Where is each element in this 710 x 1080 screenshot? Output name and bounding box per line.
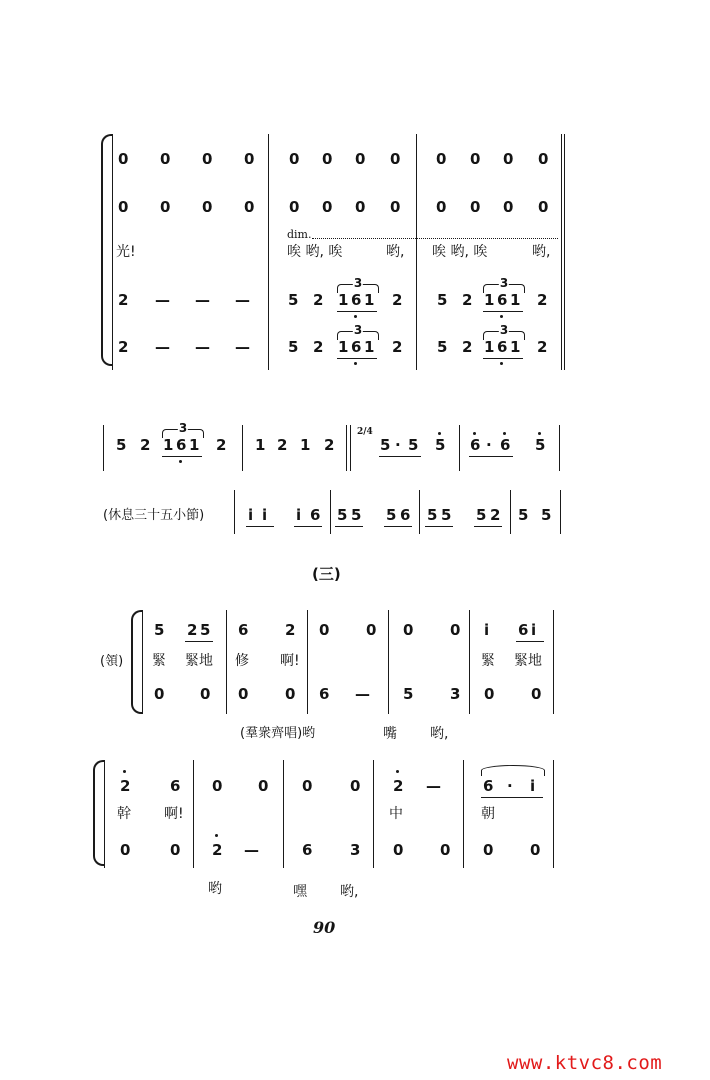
lyric: 幹 xyxy=(117,806,131,822)
upper-octave-dot xyxy=(438,432,441,435)
chorus-lyric: 嘴 xyxy=(383,726,397,742)
lower-octave-dot xyxy=(354,362,357,365)
triplet-bracket: 3 xyxy=(337,284,379,293)
lyric: 哟, xyxy=(532,244,551,260)
note: i xyxy=(531,621,537,639)
dynamic-marking: dim. xyxy=(287,228,312,241)
note: 0 xyxy=(160,198,171,216)
triplet-bracket: 3 xyxy=(162,429,204,438)
note: 2 xyxy=(118,291,129,309)
note: 0 xyxy=(393,841,404,859)
note: 0 xyxy=(244,150,255,168)
note: 6 xyxy=(518,621,529,639)
lower-octave-dot xyxy=(354,315,357,318)
dash: — xyxy=(235,338,250,356)
barline xyxy=(416,134,417,370)
note: 6 xyxy=(302,841,313,859)
lower-octave-dot xyxy=(179,460,182,463)
note: 6 xyxy=(500,436,511,454)
note: 1 xyxy=(338,291,349,309)
dash: — xyxy=(355,685,370,703)
note: 5 xyxy=(408,436,419,454)
note: i xyxy=(484,621,490,639)
time-signature: 2/4 xyxy=(357,427,373,437)
note: 6 xyxy=(497,338,508,356)
note: 0 xyxy=(483,841,494,859)
lyric: 光! xyxy=(116,244,136,260)
note: 0 xyxy=(319,621,330,639)
note: 1 xyxy=(255,436,266,454)
beam xyxy=(384,526,412,527)
note: 0 xyxy=(450,621,461,639)
note: 2 xyxy=(393,777,404,795)
barline xyxy=(103,425,104,471)
note: 5 xyxy=(380,436,391,454)
note: 0 xyxy=(154,685,165,703)
note: 1 xyxy=(484,338,495,356)
system-brace xyxy=(93,760,104,866)
triplet-bracket: 3 xyxy=(337,331,379,340)
beam xyxy=(294,526,322,527)
beam xyxy=(483,358,523,359)
barline xyxy=(561,134,562,370)
note: 0 xyxy=(390,198,401,216)
barline xyxy=(559,425,560,471)
note: 5 xyxy=(154,621,165,639)
barline xyxy=(268,134,269,370)
dash: — xyxy=(155,338,170,356)
barline xyxy=(234,490,235,534)
note: 0 xyxy=(258,777,269,795)
note: 1 xyxy=(364,338,375,356)
barline xyxy=(242,425,243,471)
note: 0 xyxy=(200,685,211,703)
note: 2 xyxy=(313,338,324,356)
note: 1 xyxy=(484,291,495,309)
barline xyxy=(469,610,470,714)
note: 1 xyxy=(189,436,200,454)
note: 0 xyxy=(285,685,296,703)
note: 0 xyxy=(322,198,333,216)
beam xyxy=(162,456,202,457)
note: 1 xyxy=(300,436,311,454)
note: 2 xyxy=(537,338,548,356)
barline xyxy=(112,134,113,370)
note: 5 xyxy=(437,338,448,356)
barline xyxy=(560,490,561,534)
double-barline xyxy=(350,425,351,471)
barline xyxy=(553,760,554,868)
beam xyxy=(481,797,543,798)
triplet-bracket: 3 xyxy=(483,284,525,293)
note: 5 xyxy=(116,436,127,454)
system-brace xyxy=(101,134,112,366)
note: 0 xyxy=(212,777,223,795)
note: 6 xyxy=(351,338,362,356)
note: 5 xyxy=(351,506,362,524)
note: 0 xyxy=(120,841,131,859)
chorus-lyric: 哟, xyxy=(340,884,359,900)
note: 5 xyxy=(518,506,529,524)
note: 2 xyxy=(277,436,288,454)
note: 0 xyxy=(390,150,401,168)
note: 2 xyxy=(392,291,403,309)
note: 5 xyxy=(437,291,448,309)
note: 5 xyxy=(386,506,397,524)
note: 0 xyxy=(538,150,549,168)
note: 0 xyxy=(484,685,495,703)
note: 0 xyxy=(531,685,542,703)
lyric: 啊! xyxy=(280,653,300,669)
note: 5 xyxy=(441,506,452,524)
note: 6 xyxy=(351,291,362,309)
barline xyxy=(307,610,308,714)
barline xyxy=(142,610,143,714)
lyric: 緊 xyxy=(481,653,495,669)
dash: — xyxy=(155,291,170,309)
note: 0 xyxy=(289,150,300,168)
note: 6 xyxy=(176,436,187,454)
chorus-lyric: (羣衆齊唱)哟 xyxy=(240,726,316,741)
note: 2 xyxy=(212,841,223,859)
dash: — xyxy=(195,338,210,356)
barline xyxy=(283,760,284,868)
upper-octave-dot xyxy=(503,432,506,435)
barline xyxy=(553,610,554,714)
note: i xyxy=(248,506,254,524)
beam xyxy=(246,526,274,527)
note: 0 xyxy=(355,150,366,168)
dash: — xyxy=(235,291,250,309)
barline xyxy=(104,760,105,868)
dim-dotted-line xyxy=(312,238,558,239)
dotted-rhythm: · xyxy=(507,777,513,795)
note: 0 xyxy=(350,777,361,795)
upper-octave-dot xyxy=(123,770,126,773)
chorus-lyric: 嘿 xyxy=(293,884,307,900)
note: 0 xyxy=(366,621,377,639)
beam xyxy=(474,526,502,527)
note: 1 xyxy=(510,291,521,309)
note: 5 xyxy=(541,506,552,524)
lyric: 緊 xyxy=(152,653,166,669)
note: 5 xyxy=(288,291,299,309)
note: 5 xyxy=(435,436,446,454)
note: 2 xyxy=(140,436,151,454)
note: 2 xyxy=(120,777,131,795)
double-barline xyxy=(346,425,347,471)
note: i xyxy=(296,506,302,524)
triplet-bracket: 3 xyxy=(483,331,525,340)
note: 0 xyxy=(470,150,481,168)
note: 2 xyxy=(313,291,324,309)
note: 0 xyxy=(530,841,541,859)
note: 0 xyxy=(202,150,213,168)
note: 3 xyxy=(450,685,461,703)
note: 6 xyxy=(310,506,321,524)
system-brace xyxy=(131,610,142,714)
note: 2 xyxy=(392,338,403,356)
note: 6 xyxy=(238,621,249,639)
note: 0 xyxy=(322,150,333,168)
lyric: 緊地 xyxy=(514,653,542,669)
note: 5 xyxy=(337,506,348,524)
note: 0 xyxy=(289,198,300,216)
beam xyxy=(337,358,377,359)
note: 2 xyxy=(118,338,129,356)
note: 0 xyxy=(503,150,514,168)
note: 2 xyxy=(187,621,198,639)
note: 5 xyxy=(200,621,211,639)
beam xyxy=(335,526,363,527)
note: 0 xyxy=(202,198,213,216)
watermark: www.ktvc8.com xyxy=(507,1052,663,1074)
lower-octave-dot xyxy=(500,362,503,365)
note: i xyxy=(262,506,268,524)
upper-octave-dot xyxy=(396,770,399,773)
upper-octave-dot xyxy=(473,432,476,435)
note: 5 xyxy=(535,436,546,454)
dash: — xyxy=(244,841,259,859)
note: 1 xyxy=(510,338,521,356)
note: i xyxy=(530,777,536,795)
beam xyxy=(337,311,377,312)
lower-octave-dot xyxy=(500,315,503,318)
chorus-lyric: 哟 xyxy=(208,881,222,897)
note: 6 xyxy=(497,291,508,309)
note: 0 xyxy=(538,198,549,216)
note: 0 xyxy=(436,150,447,168)
barline xyxy=(564,134,565,370)
note: 1 xyxy=(364,291,375,309)
note: 0 xyxy=(118,150,129,168)
barline xyxy=(419,490,420,534)
note: 0 xyxy=(470,198,481,216)
note: 0 xyxy=(302,777,313,795)
lyric: 中 xyxy=(389,806,403,822)
barline xyxy=(510,490,511,534)
barline xyxy=(463,760,464,868)
note: 0 xyxy=(118,198,129,216)
note: 0 xyxy=(403,621,414,639)
note: 5 xyxy=(427,506,438,524)
beam xyxy=(483,311,523,312)
note: 3 xyxy=(350,841,361,859)
note: 0 xyxy=(355,198,366,216)
beam xyxy=(185,641,213,642)
note: 2 xyxy=(462,291,473,309)
note: 6 xyxy=(470,436,481,454)
dash: — xyxy=(426,777,441,795)
section-heading: (三) xyxy=(312,565,341,583)
note: 0 xyxy=(436,198,447,216)
note: 0 xyxy=(238,685,249,703)
barline xyxy=(193,760,194,868)
note: 2 xyxy=(537,291,548,309)
note: 0 xyxy=(440,841,451,859)
lyric: 唉 哟, 唉 xyxy=(287,244,343,260)
chorus-lyric: 哟, xyxy=(430,726,449,742)
note: 6 xyxy=(319,685,330,703)
note: 0 xyxy=(244,198,255,216)
beam xyxy=(469,456,513,457)
note: 1 xyxy=(163,436,174,454)
lyric: 緊地 xyxy=(185,653,213,669)
page-number: 90 xyxy=(313,918,336,937)
beam xyxy=(379,456,421,457)
upper-octave-dot xyxy=(215,834,218,837)
note: 6 xyxy=(400,506,411,524)
barline xyxy=(459,425,460,471)
beam xyxy=(425,526,453,527)
barline xyxy=(226,610,227,714)
dotted-rhythm: · xyxy=(486,436,492,454)
note: 5 xyxy=(288,338,299,356)
note: 1 xyxy=(338,338,349,356)
note: 0 xyxy=(503,198,514,216)
lyric: 啊! xyxy=(164,806,184,822)
lyric: 哟, xyxy=(386,244,405,260)
part-label: (領) xyxy=(100,654,124,669)
barline xyxy=(373,760,374,868)
note: 6 xyxy=(170,777,181,795)
lyric: 唉 哟, 唉 xyxy=(432,244,488,260)
barline xyxy=(330,490,331,534)
note: 2 xyxy=(462,338,473,356)
lyric: 朝 xyxy=(481,806,495,822)
note: 2 xyxy=(324,436,335,454)
note: 2 xyxy=(285,621,296,639)
beam xyxy=(516,641,544,642)
note: 0 xyxy=(160,150,171,168)
rest-annotation: (休息三十五小節) xyxy=(103,508,205,523)
lyric: 修 xyxy=(235,653,249,669)
note: 0 xyxy=(170,841,181,859)
note: 6 xyxy=(483,777,494,795)
note: 2 xyxy=(490,506,501,524)
upper-octave-dot xyxy=(538,432,541,435)
dash: — xyxy=(195,291,210,309)
tie xyxy=(481,765,545,776)
note: 2 xyxy=(216,436,227,454)
dotted-rhythm: · xyxy=(395,436,401,454)
note: 5 xyxy=(403,685,414,703)
barline xyxy=(388,610,389,714)
note: 5 xyxy=(476,506,487,524)
